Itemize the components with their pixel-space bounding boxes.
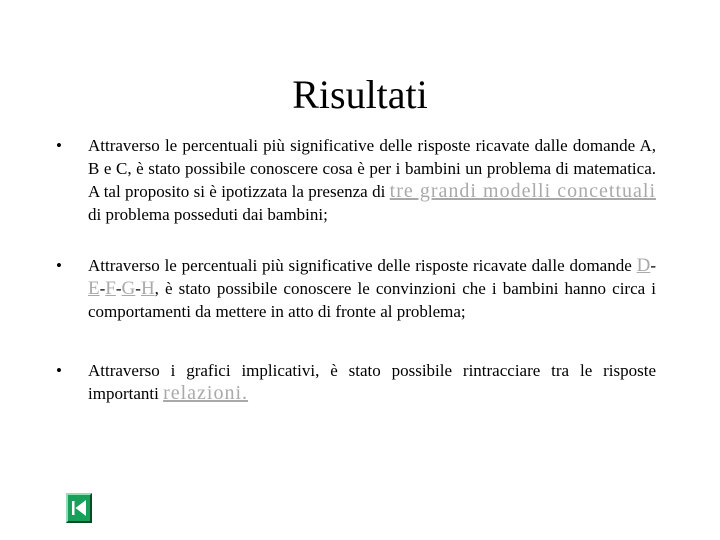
bullet-item (56, 254, 656, 323)
bullet-list (56, 134, 656, 433)
separator: - (99, 279, 106, 298)
link-f[interactable]: F (105, 278, 116, 299)
separator: - (115, 279, 122, 298)
bullet-text: di problema posseduti dai bambini; (88, 205, 328, 224)
bullet-text: , è stato possibile conoscere le convinzioni che i bambini hanno circa i comportamenti da mettere in atto di fronte al problema; (88, 279, 656, 321)
bullet-dot-icon: • (56, 136, 62, 155)
back-arrow-icon (71, 499, 87, 517)
link-h[interactable]: H (140, 278, 155, 299)
link-d[interactable]: D (636, 255, 651, 276)
bullet-text: Attraverso le percentuali più significative delle risposte ricavate dalle domande A, B e C, è stato possibile conoscere cosa è per i bambini un problema di matematica. A tal proposito si è ipotizzata la presenza di (88, 136, 656, 201)
bullet-item (56, 359, 656, 405)
bullet-text: Attraverso le percentuali più significative delle risposte ricavate dalle domande (88, 256, 637, 275)
link-e[interactable]: E (88, 278, 100, 299)
bullet-text: Attraverso i grafici implicativi, è stato possibile rintracciare tra le risposte importanti (88, 361, 656, 403)
bullet-dot-icon: • (56, 361, 62, 380)
link-relazioni[interactable]: relazioni. (163, 382, 249, 404)
slide-title: Risultati (292, 72, 428, 117)
separator: - (650, 256, 656, 275)
link-g[interactable]: G (121, 278, 136, 299)
back-button[interactable] (66, 493, 92, 523)
separator: - (135, 279, 141, 298)
link-modelli-concettuali[interactable]: tre grandi modelli concettuali (389, 180, 656, 202)
bullet-dot-icon: • (56, 256, 62, 275)
bullet-item (56, 134, 656, 226)
